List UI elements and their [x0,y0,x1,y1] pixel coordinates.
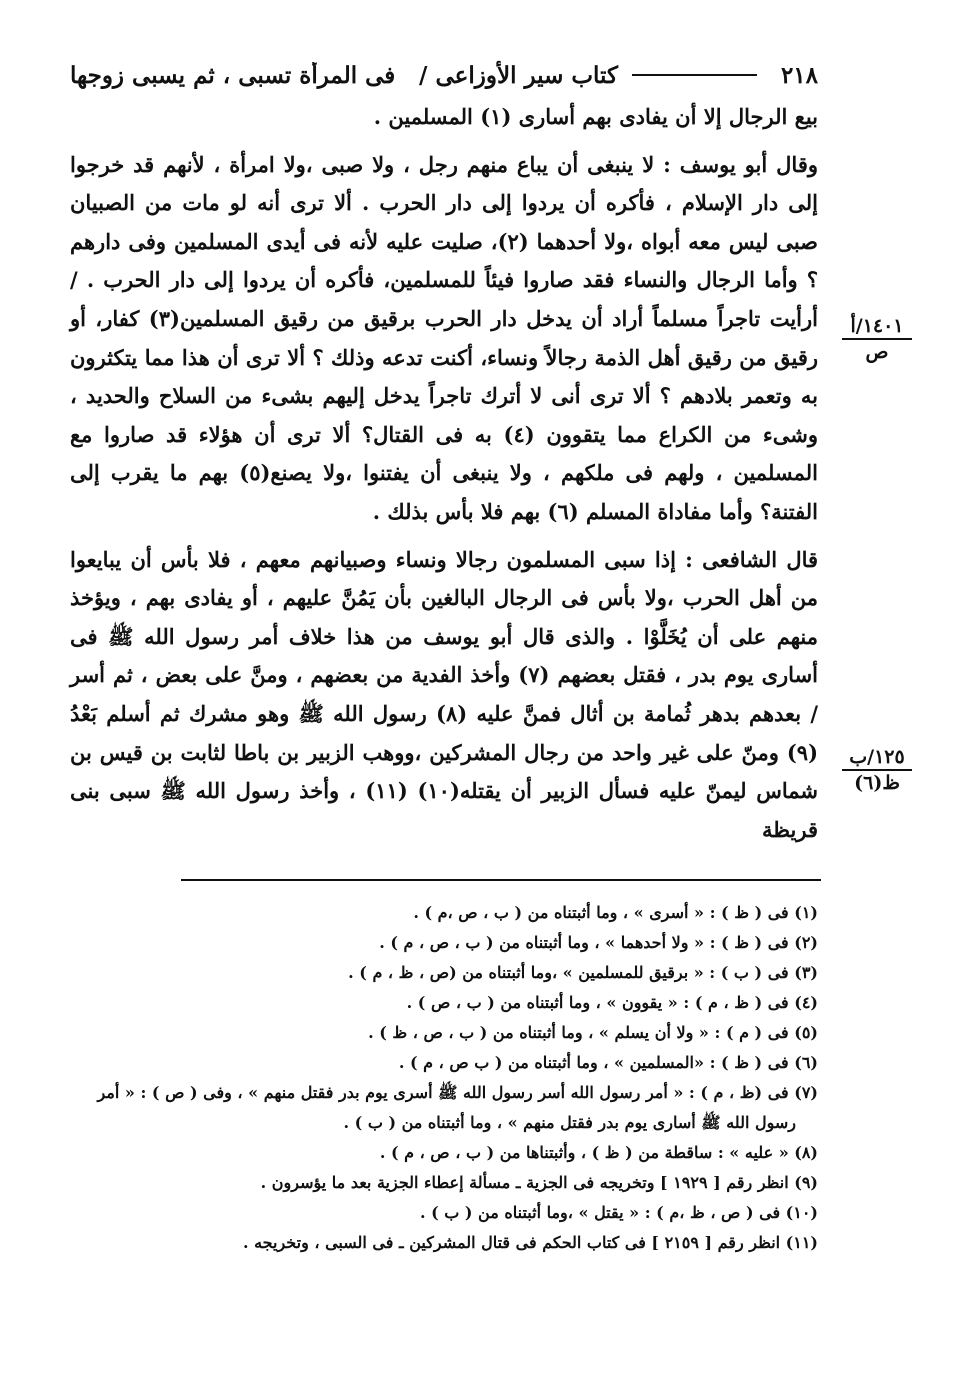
footnotes [63,898,818,1258]
footnote-continuation: رسول الله ﷺ أسارى يوم بدر فقتل منهم » ، وما أثبتناه من ( ب ) . [343,1113,796,1132]
footnote: (٤) فى ( ظ ، م ) : « يقوون » ، وما أثبتناه من ( ب ، ص ) . [406,993,818,1012]
page-header [70,58,818,92]
speaker-label: قال الشافعى : [685,546,819,572]
page-number: ٢١٨ [780,61,818,89]
margin-ref-folio: ١٤٠١/أ [842,315,912,340]
margin-manuscript-ref [842,746,912,794]
footnote: (٦) فى ( ظ ) : «المسلمين » ، وما أثبتناه من ( ب ص ، م ) . [398,1053,818,1072]
paragraph-text: وقال أبو يوسف : لا ينبغى أن يباع منهم رجل ، ولا صبى ،ولا امرأة ، لأنهم قد خرجوا إلى دار الإسلام ، فأكره أن يردوا إلى دار الحرب . ألا ترى أنه لو مات من الصبيان صبى ليس معه أبواه ،ولا أحدهما (٢)، صليت عليه لأنه فى أيدى المسلمين وفى دارهم ؟ وأما الرجال والنساء فقد صاروا فيئاً للمسلمين، فأكره أن يردوا إلى دار الحرب . / أرأيت تاجراً مسلماً أراد أن يدخل دار الحرب برقيق من رقيق المسلمين(٣) كفار، أو رقيق من رقيق أهل الذمة رجالاً ونساء، أكنت تدعه وذلك ؟ ألا ترى أن هذا مما يتكثرون به وتعمر بلادهم ؟ ألا ترى أنى لا أترك تاجراً يدخل إليهم بشىء من السلاح والحديد ، وشىء من الكراع مما يتقوون (٤) به فى القتال؟ ألا ترى أن هؤلاء قد صاروا مع المسلمين ، ولهم فى ملكهم ، ولا ينبغى أن يفتنوا ،ولا يصنع(٥) بهم ما يقرب إلى الفتنة؟ وأما مفاداة المسلم (٦) بهم فلا بأس بذلك . [70,151,819,524]
footnote-separator [181,879,821,881]
footnote: (٥) فى ( م ) : « ولا أن يسلم » ، وما أثبتناه من ( ب ، ص ، ظ ) . [368,1023,818,1042]
running-head: فى المرأة تسبى ، ثم يسبى زوجها [70,61,396,89]
paragraph-text: إذا سبى المسلمون رجالا ونساء وصبيانهم معهم ، فلا بأس أن يبايعوا من أهل الحرب ،ولا بأس فى الرجال البالغين بأن يَمُنَّ عليهم ، أو يفادى بهم ، ويؤخذ منهم على أن يُخَلَّوْا . والذى قال أبو يوسف من هذا خلاف أمر رسول الله ﷺ فى أسارى يوم بدر ، فقتل بعضهم (٧) وأخذ الفدية من بعضهم ، ومنَّ على بعض ، ثم أسر / بعدهم بدهر ثُمامة بن أثال فمنَّ عليه (٨) رسول الله ﷺ وهو مشرك ثم أسلم بَعْدُ (٩) ومنّ على غير واحد من رجال المشركين ،ووهب الزبير بن باطا لثابت بن قيس بن شماس ليمنّ عليه فسأل الزبير أن يقتله(١٠) (١١) ، وأخذ رسول الله ﷺ سبى بنى قريظة [70,546,818,842]
footnote: (١) فى ( ظ ) : « أسرى » ، وما أثبتناه من ( ب ، ص ،م ) . [413,903,818,922]
footnote: (٧) فى (ظ ، م ) : « أمر رسول الله أسر رسول الله ﷺ أسرى يوم بدر فقتل منهم » ، وفى ( ص ) : « أمر [97,1083,818,1102]
header-rule [632,74,757,76]
margin-manuscript-ref [842,315,912,363]
footnote: (٨) « عليه » : ساقطة من ( ظ ) ، وأثبتناها من ( ب ، ص ، م ) . [379,1143,818,1162]
footnote: (١٠) فى ( ص ، ظ ،م ) : « يقتل » ،وما أثبتناه من ( ب ) . [420,1203,818,1222]
book-title: كتاب سير الأوزاعى / [419,61,618,89]
paragraph-text: بيع الرجال إلا أن يفادى بهم أسارى (١) المسلمين . [373,104,818,129]
paragraph-continuation [70,98,818,137]
footnote: (٩) انظر رقم [ ١٩٢٩ ] وتخريجه فى الجزية ـ مسألة إعطاء الجزية بعد ما يؤسرون . [260,1173,818,1192]
footnote: (٢) فى ( ظ ) : « ولا أحدهما » ، وما أثبتناه من ( ب ، ص ، م ) . [379,933,818,952]
margin-ref-siglum: ظ(٦) [854,772,900,794]
paragraph-abu-yusuf [70,146,818,532]
paragraph-shafii [70,541,818,850]
footnote: (٣) فى ( ب ) : « برقيق للمسلمين » ،وما أثبتناه من (ص ، ظ ، م ) . [348,963,818,982]
margin-ref-folio: ١٢٥/ب [842,746,912,771]
main-text [70,98,818,849]
margin-ref-siglum: ص [865,341,889,363]
footnote: (١١) انظر رقم [ ٢١٥٩ ] فى كتاب الحكم فى قتال المشركين ـ فى السبى ، وتخريجه . [242,1233,818,1252]
